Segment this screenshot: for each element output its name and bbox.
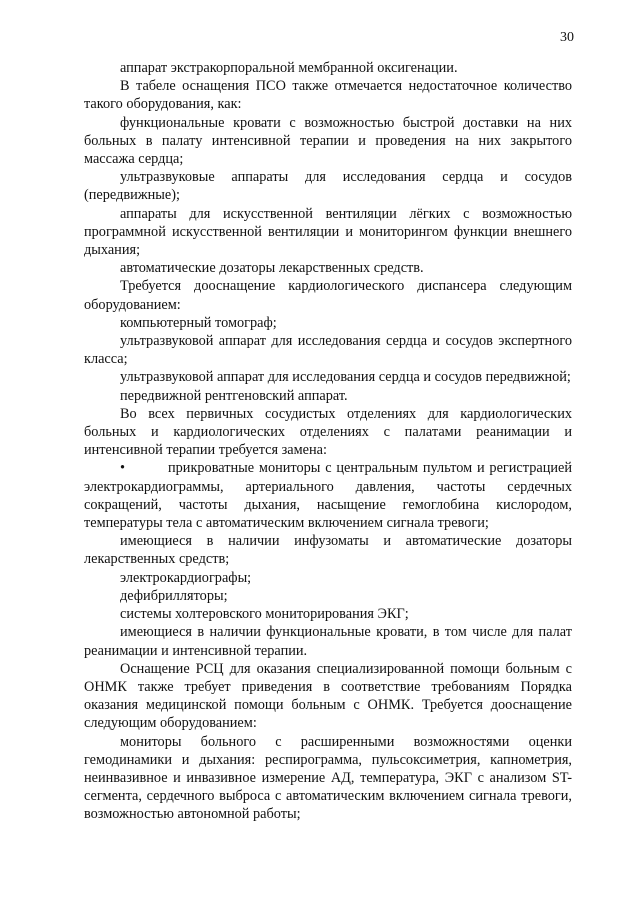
paragraph: ультразвуковой аппарат для исследования сердца и сосудов экспертного класса; (84, 333, 572, 368)
paragraph: Требуется дооснащение кардиологического диспансера следующим оборудованием: (84, 278, 572, 313)
paragraph: компьютерный томограф; (120, 314, 277, 331)
paragraph: электрокардиографы; (120, 569, 252, 586)
page-number: 30 (560, 30, 574, 45)
paragraph: системы холтеровского мониторирования ЭКГ; (120, 606, 409, 623)
paragraph: Оснащение РСЦ для оказания специализированной помощи больным с ОНМК также требует приведения в соответствие требованиям Порядка оказания медицинской помощи больным с ОНМК. Требуется дооснащение следующим оборудованием: (84, 660, 572, 732)
document-body (84, 59, 572, 824)
bullet-list-item (84, 459, 572, 532)
paragraph: имеющиеся в наличии функциональные кровати, в том числе для палат реанимации и интенсивной терапии. (84, 624, 572, 659)
paragraph: передвижной рентгеновский аппарат. (120, 387, 348, 404)
paragraph: дефибрилляторы; (120, 587, 228, 604)
paragraph: имеющиеся в наличии инфузоматы и автоматические дозаторы лекарственных средств; (84, 533, 572, 568)
bullet-text: прикроватные мониторы с центральным пультом и регистрацией электрокардиограммы, артериального давления, частоты сердечных сокращений, частоты дыхания, насыщение гемоглобина кислородом, температуры тела с автоматическим включением сигнала тревоги; (84, 460, 572, 532)
paragraph: В табеле оснащения ПСО также отмечается недостаточное количество такого оборудования, как: (84, 78, 572, 113)
paragraph: аппарат экстракорпоральной мембранной оксигенации. (120, 60, 458, 76)
paragraph: мониторы больного с расширенными возможностями оценки гемодинамики и дыхания: респирограмма, пульсоксиметрия, капнометрия, неинвазивное и инвазивное измерение АД, температура, ЭКГ с анализом ST-сегмента, сердечного выброса с автоматическим включением сигнала тревоги, возможностью автономной работы; (84, 733, 572, 823)
paragraph: автоматические дозаторы лекарственных средств. (120, 260, 424, 277)
paragraph: аппараты для искусственной вентиляции лёгких с возможностью программной искусственной вентиляции и мониторингом функции внешнего дыхания; (84, 205, 572, 259)
paragraph: Во всех первичных сосудистых отделениях для кардиологических больных и кардиологических отделениях с палатами реанимации и интенсивной терапии требуется замена: (84, 405, 572, 459)
bullet-icon: • (120, 460, 126, 477)
paragraph: ультразвуковые аппараты для исследования сердца и сосудов (передвижные); (84, 169, 572, 204)
paragraph: функциональные кровати с возможностью быстрой доставки на них больных в палату интенсивной терапии и проведения на них закрытого массажа сердца; (84, 114, 572, 168)
paragraph: ультразвуковой аппарат для исследования сердца и сосудов передвижной; (120, 369, 571, 386)
